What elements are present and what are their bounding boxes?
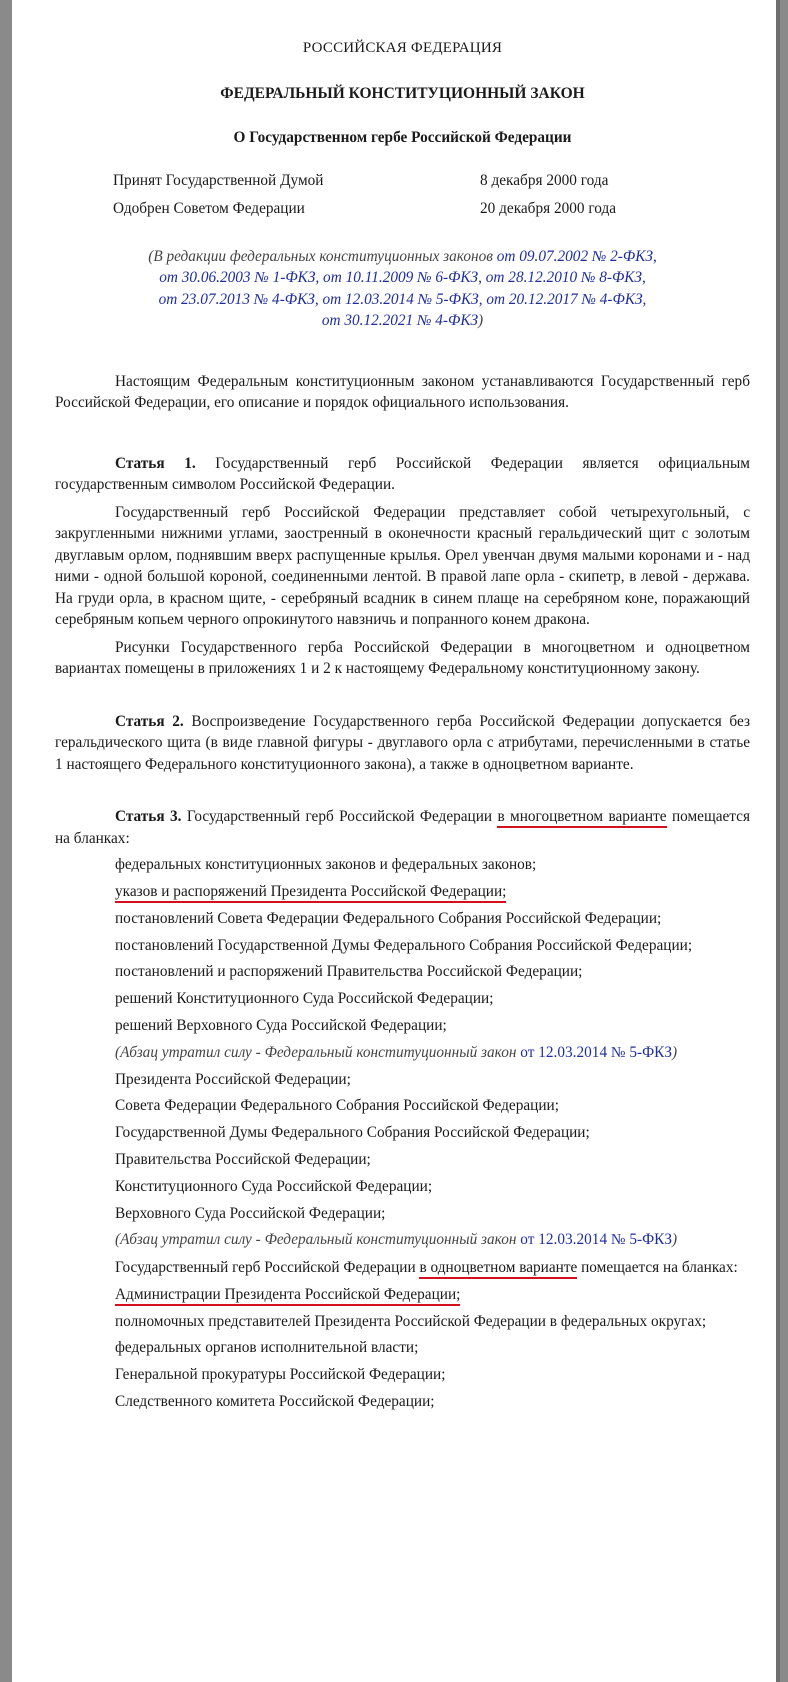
article-1-paragraph: Статья 1. Государственный герб Российской Федерации является официальным государственным символом Российской Федерации. — [55, 454, 750, 493]
adoption-date: 20 декабря 2000 года — [480, 199, 617, 217]
list-item: решений Верховного Суда Российской Федерации; — [115, 1017, 447, 1035]
edition-link[interactable]: от 30.06.2003 № 1-ФКЗ — [159, 269, 316, 286]
edition-link[interactable]: от 09.07.2002 № 2-ФКЗ — [496, 247, 653, 265]
list-item: Следственного комитета Российской Федерации; — [115, 1392, 435, 1410]
list-item: полномочных представителей Президента Российской Федерации в федеральных округах; — [115, 1312, 707, 1330]
list-item: Государственной Думы Федерального Собрания Российской Федерации; — [115, 1124, 590, 1142]
repealed-note: (Абзац утратил силу - Федеральный конституционный закон от 12.03.2014 № 5-ФКЗ) — [115, 1231, 678, 1249]
amendment-link[interactable]: от 12.03.2014 № 5-ФКЗ — [520, 1043, 673, 1061]
highlight-underline: указов и распоряжений Президента Российской Федерации; — [115, 883, 506, 903]
edition-link[interactable]: от 12.03.2014 № 5-ФКЗ — [322, 290, 479, 308]
list-item: решений Конституционного Суда Российской Федерации; — [115, 990, 494, 1008]
list-item: Совета Федерации Федерального Собрания Российской Федерации; — [115, 1097, 559, 1115]
preamble: Настоящим Федеральным конституционным законом устанавливаются Государственный герб Российской Федерации, его описание и порядок официального использования. — [55, 372, 750, 411]
editions-block: (В редакции федеральных конституционных законов от 09.07.2002 № 2-ФКЗ, от 30.06.2003 № 1-ФКЗ, от 10.11.2009 № 6-ФКЗ, от 28.12.2010 № 8-ФКЗ, от 23.07.2013 № 4-ФКЗ, от 12.03.2014 № 5-ФКЗ, от 20.12.2017 № 4-ФКЗ, от 30.12.2021 № 4-ФКЗ) — [148, 247, 657, 329]
law-kind-heading: ФЕДЕРАЛЬНЫЙ КОНСТИТУЦИОННЫЙ ЗАКОН — [220, 84, 585, 102]
edition-link[interactable]: от 30.12.2021 № 4-ФКЗ — [321, 312, 479, 329]
article-2-heading: Статья 2. — [115, 712, 184, 730]
list-item: Президента Российской Федерации; — [115, 1070, 351, 1088]
amendment-link[interactable]: от 12.03.2014 № 5-ФКЗ — [520, 1231, 673, 1249]
list-item: постановлений Совета Федерации Федерального Собрания Российской Федерации; — [115, 909, 662, 927]
list-item: постановлений Государственной Думы Федерального Собрания Российской Федерации; — [115, 936, 693, 954]
adoption-row — [55, 195, 750, 223]
list-item: Генеральной прокуратуры Российской Федерации; — [115, 1366, 446, 1384]
adoption-row — [55, 167, 750, 195]
document-body — [55, 38, 750, 1412]
edition-link[interactable]: от 10.11.2009 № 6-ФКЗ — [323, 269, 479, 286]
article-1-heading: Статья 1. — [115, 454, 196, 472]
list-item: постановлений и распоряжений Правительства Российской Федерации; — [115, 963, 583, 981]
adoption-date: 8 декабря 2000 года — [480, 171, 609, 189]
article-2-paragraph: Статья 2. Воспроизведение Государственного герба Российской Федерации допускается без геральдического щита (в виде главной фигуры - двуглавого орла с атрибутами, перечисленными в статье 1 настоящего Федерального конституционного закона), а также в одноцветном варианте. — [55, 712, 750, 773]
editions-prefix: В редакции федеральных конституционных законов — [153, 247, 493, 265]
country-heading: РОССИЙСКАЯ ФЕДЕРАЦИЯ — [302, 40, 503, 56]
edition-link[interactable]: от 23.07.2013 № 4-ФКЗ — [158, 290, 315, 308]
list-item: Верховного Суда Российской Федерации; — [115, 1204, 386, 1222]
page-edge — [776, 0, 780, 1682]
list-item: Правительства Российской Федерации; — [115, 1151, 371, 1169]
article-3-heading: Статья 3. — [115, 808, 182, 825]
list-item: Конституционного Суда Российской Федерации; — [115, 1177, 433, 1195]
article-1-description: Государственный герб Российской Федерации представляет собой четырехугольный, с закругленными нижними углами, заостренный в оконечности красный геральдический щит с золотым двуглавым орлом, поднявшим вверх распущенные крылья. Орел увенчан двумя малыми коронами и - над ними - одной большой короной, соединенными лентой. В правой лапе орла - скипетр, в левой - держава. На груди орла, в красном щите, - серебряный всадник в синем плаще на серебряном коне, поражающий серебряным копьем черного опрокинутого навзничь и попранного конем дракона. — [55, 503, 750, 628]
law-title: О Государственном гербе Российской Федерации — [233, 129, 572, 146]
list-item: федеральных органов исполнительной власти; — [115, 1339, 419, 1357]
edition-link[interactable]: от 20.12.2017 № 4-ФКЗ — [486, 290, 643, 308]
adoption-label: Одобрен Советом Федерации — [113, 199, 305, 217]
article-3-mono-lead: Государственный герб Российской Федерации в одноцветном варианте помещается на бланках: — [55, 1257, 750, 1279]
edition-link[interactable]: от 28.12.2010 № 8-ФКЗ — [485, 269, 642, 286]
list-item — [55, 881, 750, 903]
list-item — [55, 1284, 750, 1306]
article-1-appendix-note: Рисунки Государственного герба Российской Федерации в многоцветном и одноцветном вариантах помещены в приложениях 1 и 2 к настоящему Федеральному конституционному закону. — [55, 638, 750, 677]
article-3-lead: Статья 3. Государственный герб Российской Федерации в многоцветном варианте помещается на бланках: — [55, 808, 751, 847]
repealed-note: (Абзац утратил силу - Федеральный конституционный закон от 12.03.2014 № 5-ФКЗ) — [115, 1043, 678, 1061]
highlight-underline: Администрации Президента Российской Федерации; — [115, 1286, 460, 1306]
adoption-label: Принят Государственной Думой — [113, 171, 324, 189]
highlight-underline: в многоцветном варианте — [497, 808, 666, 828]
highlight-underline: в одноцветном варианте — [419, 1259, 577, 1279]
adoption-block — [55, 167, 750, 223]
list-item: федеральных конституционных законов и федеральных законов; — [115, 856, 537, 874]
